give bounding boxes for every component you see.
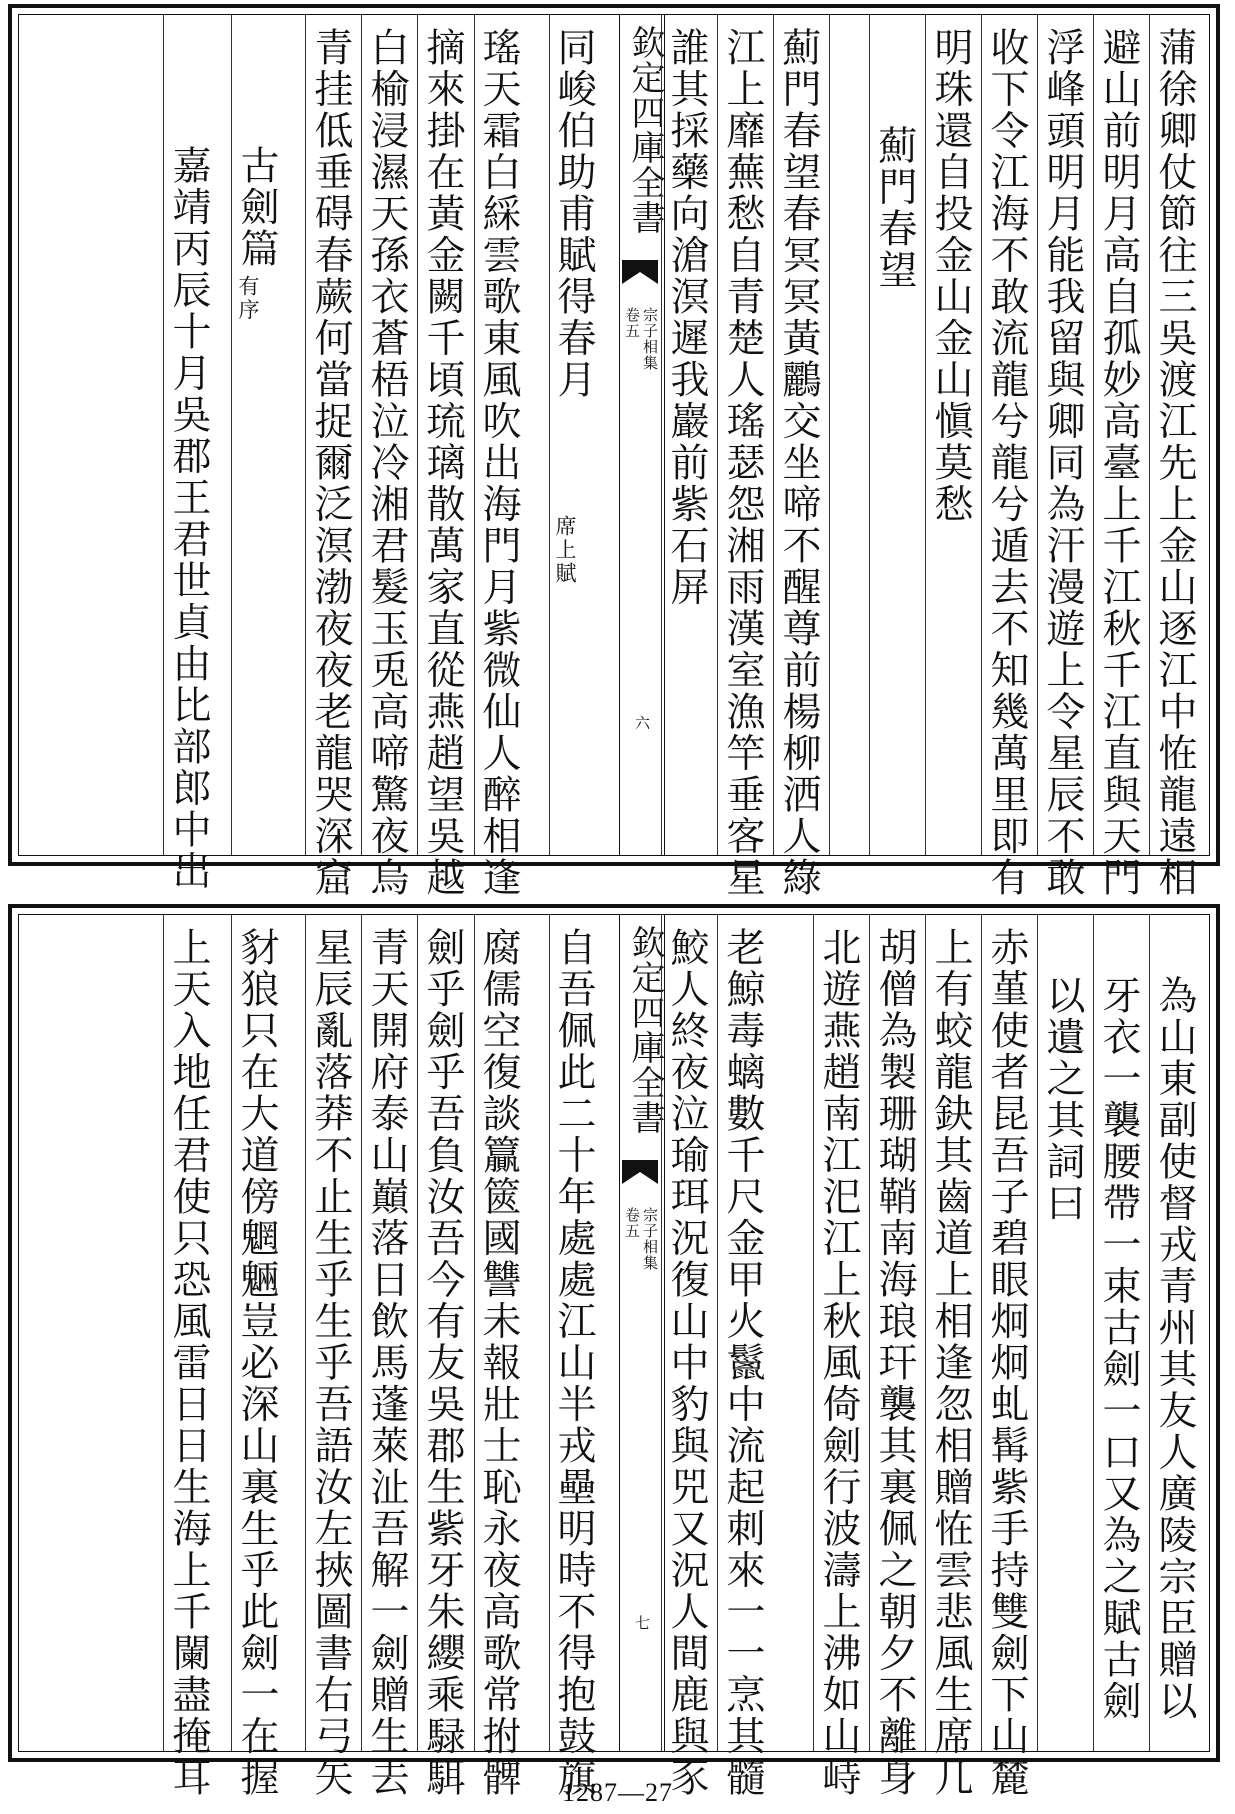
- text-column: 豺狼只在大道傍魍魎豈必深山裏生乎此劍一在握: [234, 927, 279, 1799]
- text-column: 薊門春望春冥冥黃鸝交坐啼不醒尊前楊柳洒人綠: [776, 27, 821, 899]
- volume-label: 卷五: [623, 1207, 641, 1239]
- fishtail-mark-icon: [622, 260, 658, 284]
- text-column: 老鯨毒螭數千尺金甲火鬣中流起刺來一一烹其髓: [720, 927, 765, 1799]
- text-column: 青天開府泰山巔落日飲馬蓬萊沚吾解一劍贈生去: [364, 927, 409, 1799]
- book-title: 宗子相集: [641, 307, 659, 371]
- text-column: 自吾佩此二十年處處江山半戎壘明時不得抱鼓旗: [551, 927, 596, 1799]
- text-column: 星辰亂落莽不止生乎生乎吾語汝左挾圖書右弓矢: [308, 927, 353, 1799]
- text-column: 摘來掛在黃金闕千頃琉璃散萬家直從燕趙望吳越: [420, 27, 465, 899]
- text-column: 收下令江海不敢流龍兮龍兮遁去不知幾萬里即有: [984, 27, 1029, 899]
- text-column: 北遊燕趙南江汜江上秋風倚劍行波濤上沸如山峙: [816, 927, 861, 1799]
- text-column: 誰其採藥向滄溟遲我巖前紫石屏: [664, 27, 709, 608]
- page-number: 七: [633, 1615, 651, 1630]
- top-page-frame: [18, 14, 1210, 899]
- text-column: 蒲徐卿仗節往三吳渡江先上金山逐江中恠龍遠相: [1152, 27, 1197, 899]
- fishtail-mark-icon: [622, 1160, 658, 1184]
- text-column: 同峻伯助甫賦得春月: [551, 27, 596, 401]
- volume-label: 卷五: [623, 307, 641, 339]
- library-title: 欽定四庫全書: [625, 925, 665, 1135]
- text-column: 白榆浸濕天孫衣蒼梧泣冷湘君髮玉兎高啼驚夜烏: [364, 27, 409, 899]
- title-note: 有序: [236, 275, 260, 322]
- text-column: 上有蛟龍鈌其齒道上相逢忽相贈恠雲悲風生席几: [928, 927, 973, 1799]
- text-column: 青挂低垂碍春蕨何當捉爾泛溟渤夜夜老龍哭深窟: [308, 27, 353, 899]
- text-column: 上天入地任君使只恐風雷日日生海上千闌盡掩耳: [166, 927, 211, 1799]
- section-title: 古劍篇: [234, 145, 279, 270]
- text-column: 為山東副使督戎青州其友人廣陵宗臣贈以: [1152, 975, 1197, 1722]
- text-column: 劍乎劍乎吾負汝吾今有友吳郡生紫牙朱纓乘騄駬: [420, 927, 465, 1799]
- text-column: 浮峰頭明月能我留與卿同為汗漫遊上令星辰不敢: [1040, 27, 1085, 899]
- text-column: 牙衣一襲腰帶一束古劍一口又為之賦古劍: [1096, 975, 1141, 1722]
- text-column: 江上靡蕪愁自青楚人瑤瑟怨湘雨漢室漁竿垂客星: [720, 27, 765, 899]
- page-footer: 1287—27: [562, 1778, 673, 1807]
- text-column: 避山前明月高自孤妙高臺上千江秋千江直與天門: [1096, 27, 1141, 899]
- text-column: 瑤天霜白綵雲歌東風吹出海門月紫微仙人醉相逢: [476, 27, 521, 899]
- book-title: 宗子相集: [641, 1207, 659, 1271]
- top-page: [8, 4, 1220, 899]
- section-title: 薊門春望: [872, 125, 917, 291]
- text-column: 胡僧為製珊瑚鞘南海琅玕襲其裏佩之朝夕不離身: [872, 927, 917, 1799]
- text-column: 赤堇使者昆吾子碧眼炯炯虬髯紫手持雙劍下山麓: [984, 927, 1029, 1799]
- text-column: 明珠還自投金山金山愼莫愁: [928, 27, 973, 525]
- text-column: 鮫人終夜泣瑜珥況復山中豹與兕又況人間鹿與豕: [664, 927, 709, 1799]
- title-note: 席上賦: [553, 515, 577, 586]
- text-column: 以遺之其詞曰: [1040, 975, 1085, 1224]
- library-title: 欽定四庫全書: [625, 25, 665, 235]
- center-fold: [619, 15, 665, 855]
- center-fold: [619, 915, 665, 1751]
- page-number: 六: [633, 715, 651, 730]
- text-column: 嘉靖丙辰十月吳郡王君世貞由比部郎中出: [166, 145, 211, 892]
- text-column: 腐儒空復談籯篋國讐未報壯士恥永夜高歌常拊髀: [476, 927, 521, 1799]
